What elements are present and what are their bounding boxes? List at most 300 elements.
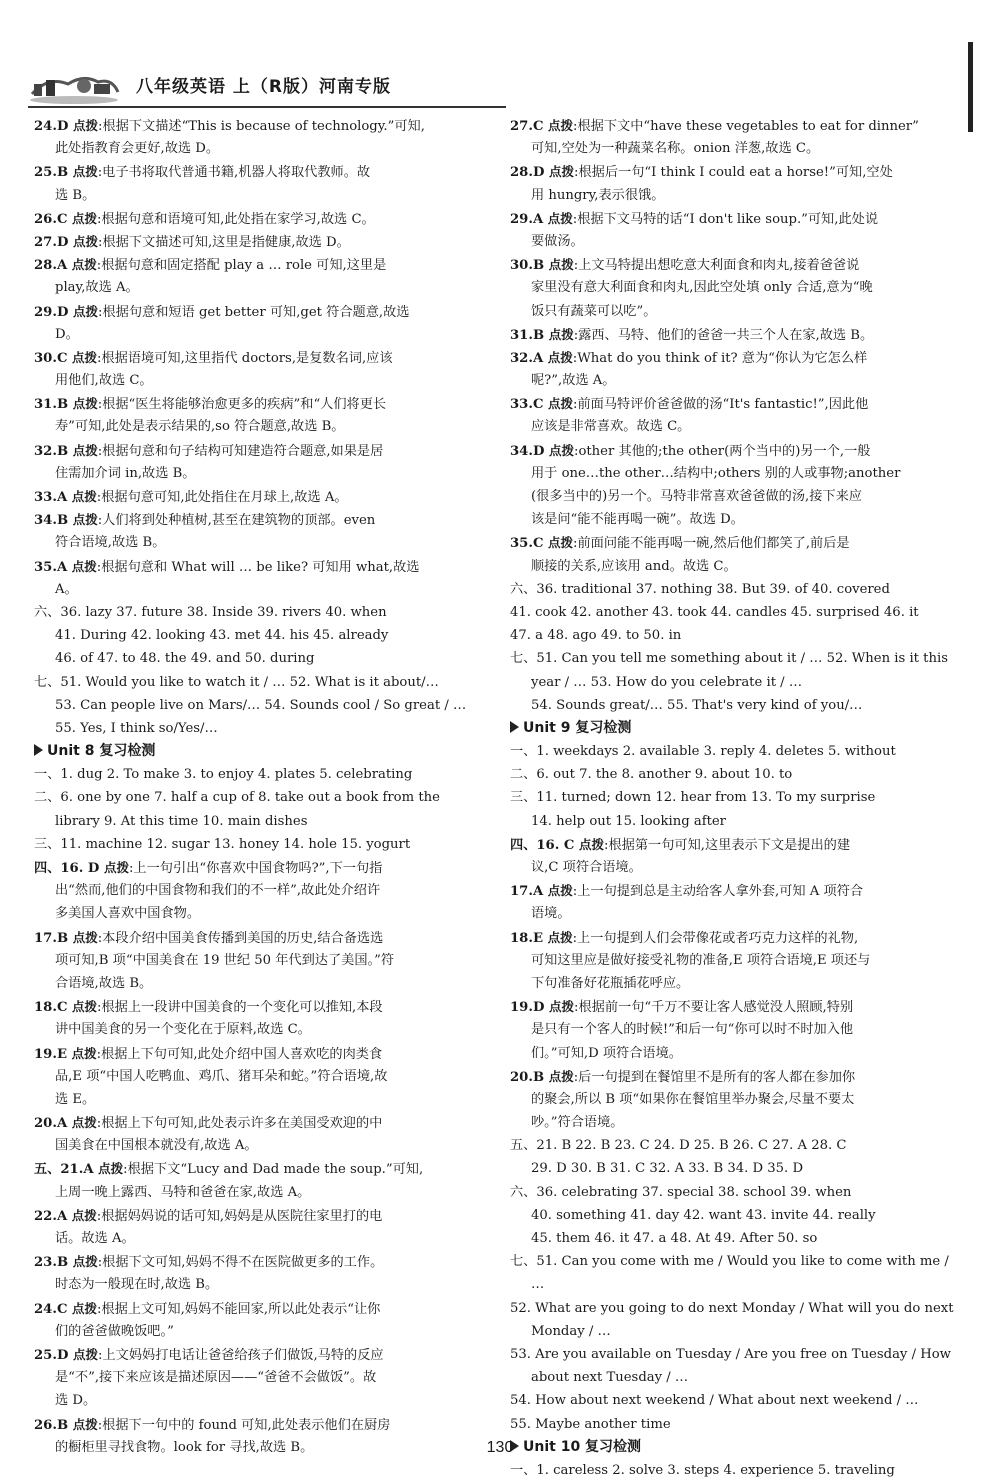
answer-line: [34, 230, 482, 253]
answer-text: 14. help out 15. looking after: [531, 813, 726, 829]
answer-text: 七、51. Can you come with me / Would you like to come with me /: [510, 1254, 949, 1270]
hint-label: 点拨: [548, 1068, 574, 1084]
answer-line: [510, 1042, 958, 1065]
right-column: [510, 114, 958, 1482]
answer-line: [34, 439, 482, 462]
answer-text: :根据下文可知,妈妈不得不在医院做更多的工作。: [97, 1255, 384, 1271]
answer-line: [510, 346, 958, 369]
answer-line: [34, 995, 482, 1018]
hint-label: 点拨: [72, 1254, 98, 1270]
header-divider: [28, 106, 506, 108]
question-number: 35.C: [510, 536, 549, 552]
answer-line: [34, 300, 482, 323]
page-edge-mark: [968, 42, 973, 132]
answer-text: 下句准备好花瓶插花呼应。: [531, 975, 690, 991]
answer-text: :根据第一句可知,这里表示下文是提出的建: [604, 837, 851, 853]
answer-line: [34, 184, 482, 207]
answer-text: :根据句意和语境可知,此处指在家学习,故选 C。: [97, 211, 375, 227]
answer-text: 是只有一个客人的时候!”和后一句“你可以时不时加入他: [531, 1022, 854, 1038]
question-number: 33.C: [510, 397, 549, 413]
answer-line: [34, 763, 482, 786]
answer-text: 52. What are you going to do next Monday / What will you do next: [510, 1300, 954, 1316]
answer-line: [34, 346, 482, 369]
answer-text: about next Tuesday / …: [531, 1370, 689, 1386]
answer-text: 55. Maybe another time: [510, 1416, 671, 1432]
answer-line: [34, 949, 482, 972]
answer-text: 三、11. machine 12. sugar 13. honey 14. hole 15. yogurt: [34, 836, 411, 852]
answer-line: [510, 1297, 958, 1320]
answer-line: [34, 810, 482, 833]
answer-line: [510, 114, 958, 137]
answer-text: :前面马特评价爸爸做的汤“It's fantastic!”,因此他: [573, 397, 869, 413]
answer-line: [34, 926, 482, 949]
answer-text: 呢?”,故选 A。: [531, 373, 616, 389]
left-column: [34, 114, 482, 1459]
answer-text: 议,C 项符合语境。: [531, 860, 642, 875]
answer-line: [34, 253, 482, 276]
answer-line: [510, 578, 958, 601]
answer-line: [34, 160, 482, 183]
section-title: Unit 8 复习检测: [47, 743, 156, 760]
question-number: 26.B: [34, 1417, 73, 1433]
answer-line: [34, 1320, 482, 1343]
answer-text: 46. of 47. to 48. the 49. and 50. during: [55, 651, 315, 667]
answer-text: 54. Sounds great/… 55. That's very kind of you/…: [531, 697, 863, 713]
question-number: 30.B: [510, 258, 549, 274]
answer-text: :根据句意和固定搭配 play a … role 可知,这里是: [96, 258, 387, 274]
answer-line: [34, 207, 482, 230]
answer-line: [34, 578, 482, 601]
answer-text: :根据妈妈说的话可知,妈妈是从医院往家里打的电: [96, 1208, 383, 1224]
answer-text: :根据下文描述“This is because of technology.”可知,: [98, 119, 425, 134]
answer-text: A。: [55, 581, 78, 597]
section-heading: [510, 717, 958, 740]
answer-line: [34, 1065, 482, 1088]
answer-line: [34, 462, 482, 485]
answer-line: [34, 1204, 482, 1227]
answer-line: [34, 1157, 482, 1180]
question-number: 34.B: [34, 513, 73, 529]
answer-line: [34, 137, 482, 160]
question-number: 23.B: [34, 1255, 73, 1271]
question-number: 34.D: [510, 443, 549, 459]
answer-line: [34, 879, 482, 902]
question-number: 32.A: [510, 350, 548, 366]
answer-text: :根据上下句可知,此处介绍中国人喜欢吃的肉类食: [96, 1046, 383, 1062]
answer-text: :根据语境可知,这里指代 doctors,是复数名词,应该: [97, 350, 393, 366]
answer-line: [510, 369, 958, 392]
answer-line: [510, 902, 958, 925]
answer-text: :根据“医生将能够治愈更多的疾病”和“人们将更长: [97, 397, 387, 413]
answer-line: [34, 1250, 482, 1273]
answer-line: [34, 1018, 482, 1041]
answer-line: [510, 1088, 958, 1111]
answer-text: :根据句意和句子结构可知建造符合题意,如果是居: [97, 443, 384, 459]
answer-text: 时态为一般现在时,故选 B。: [55, 1277, 219, 1293]
question-number: 29.D: [34, 304, 73, 320]
answer-line: [510, 415, 958, 438]
answer-line: [510, 137, 958, 160]
answer-text: :根据句意可知,此处指住在月球上,故选 A。: [96, 490, 348, 505]
answer-text: 29. D 30. B 31. C 32. A 33. B 34. D 35. D: [531, 1161, 804, 1177]
answer-text: 家里没有意大利面食和肉丸,因此空处填 only 合适,意为“晚: [531, 280, 873, 296]
answer-text: :根据上下句可知,此处表示许多在美国受欢迎的中: [96, 1116, 383, 1132]
question-number: 19.D: [510, 1000, 549, 1016]
answer-line: [34, 1134, 482, 1157]
answer-text: :本段介绍中国美食传播到美国的历史,结合备选选: [97, 930, 384, 946]
answer-text: :后一句提到在餐馆里不是所有的客人都在参加你: [573, 1069, 856, 1085]
answer-line: [34, 972, 482, 995]
answer-line: [510, 1413, 958, 1436]
answer-line: [34, 833, 482, 856]
hint-label: 点拨: [548, 326, 574, 342]
answer-line: [510, 740, 958, 763]
answer-line: [510, 1459, 958, 1482]
question-number: 24.D: [34, 119, 73, 134]
answer-line: [34, 1273, 482, 1296]
answer-text: 吵。”符合语境。: [531, 1115, 624, 1131]
question-number: 28.A: [34, 258, 72, 274]
answer-text: Monday / …: [531, 1323, 611, 1339]
hint-label: 点拨: [548, 535, 574, 551]
hint-label: 点拨: [72, 1416, 98, 1432]
answer-line: [510, 323, 958, 346]
answer-text: :other 其他的;the other(两个当中的)另一个,一般: [574, 443, 871, 459]
answer-text: :根据下文马特的话“I don't like soup.”可知,此处说: [572, 211, 879, 227]
answer-line: [510, 184, 958, 207]
hint-label: 点拨: [71, 257, 97, 273]
answer-line: [34, 1413, 482, 1436]
question-number: 27.D: [34, 234, 73, 250]
section-title: Unit 10 复习检测: [523, 1438, 642, 1455]
question-number: 35.A: [34, 559, 72, 575]
answer-line: [510, 1157, 958, 1180]
answer-text: :根据后一句“I think I could eat a horse!”可知,空处: [574, 165, 893, 181]
question-number: 20.A: [34, 1116, 72, 1132]
section-title: Unit 9 复习检测: [523, 719, 632, 736]
answer-line: [510, 207, 958, 230]
hint-label: 点拨: [547, 349, 573, 365]
answer-text: 寿”可知,此处是表示结果的,so 符合题意,故选 B。: [55, 419, 345, 435]
answer-text: 六、36. lazy 37. future 38. Inside 39. rivers 40. when: [34, 604, 387, 620]
answer-line: [34, 1343, 482, 1366]
answer-text: 多美国人喜欢中国食物。: [55, 906, 201, 922]
answer-line: [34, 323, 482, 346]
question-number: 19.E: [34, 1046, 72, 1062]
answer-line: [510, 160, 958, 183]
answer-line: [510, 972, 958, 995]
page-number: 130: [486, 1439, 514, 1456]
answer-text: 47. a 48. ago 49. to 50. in: [510, 628, 682, 644]
hint-label: 点拨: [71, 1115, 97, 1131]
hint-label: 点拨: [72, 442, 98, 458]
answer-line: [510, 1389, 958, 1412]
answer-line: [34, 1297, 482, 1320]
answer-text: :根据下一句中的 found 可知,此处表示他们在厨房: [97, 1417, 391, 1433]
answer-text: 用于 one…the other…结构中;others 别的人或事物;another: [531, 465, 901, 481]
answer-text: 应该是非常喜欢。故选 C。: [531, 419, 691, 435]
answer-text: 41. During 42. looking 43. met 44. his 45. already: [55, 628, 389, 644]
answer-text: 54. How about next weekend / What about next weekend / …: [510, 1393, 919, 1409]
question-number: 25.B: [34, 165, 73, 181]
answer-line: [34, 671, 482, 694]
answer-line: [510, 763, 958, 786]
answer-text: 符合语境,故选 B。: [55, 535, 166, 551]
answer-text: 三、11. turned; down 12. hear from 13. To my surprise: [510, 790, 876, 806]
hint-label: 点拨: [548, 257, 574, 273]
answer-text: 合语境,故选 B。: [55, 975, 153, 991]
question-number: 18.C: [34, 1000, 73, 1016]
answer-text: 七、51. Can you tell me something about it / … 52. When is it this: [510, 651, 948, 667]
answer-text: 用 hungry,表示很饿。: [531, 187, 665, 203]
answer-line: [510, 671, 958, 694]
answer-line: [510, 462, 958, 485]
hint-label: 点拨: [72, 233, 98, 249]
question-number: 29.A: [510, 211, 548, 227]
answer-line: [510, 1227, 958, 1250]
answer-text: D。: [55, 326, 79, 342]
answer-line: [510, 856, 958, 879]
answer-text: 话。故选 A。: [55, 1231, 135, 1246]
answer-text: 选 D。: [55, 1393, 97, 1409]
answer-text: :前面问能不能再喝一碗,然后他们都笑了,前后是: [573, 536, 850, 552]
answer-line: [34, 717, 482, 740]
answer-line: [510, 1273, 958, 1296]
answer-text: :根据句意和短语 get better 可知,get 符合题意,故选: [98, 304, 410, 320]
answer-text: :露西、马特、他们的爸爸一共三个人在家,故选 B。: [573, 327, 874, 343]
answer-line: [510, 555, 958, 578]
answer-text: 们的爸爸做晚饭吧。”: [55, 1323, 174, 1339]
question-number: 28.D: [510, 165, 549, 181]
question-number: 32.B: [34, 443, 73, 459]
hint-label: 点拨: [98, 1161, 124, 1177]
answer-text: 讲中国美食的另一个变化在于原料,故选 C。: [55, 1022, 311, 1038]
hint-label: 点拨: [72, 999, 98, 1015]
hint-label: 点拨: [548, 999, 574, 1015]
hint-label: 点拨: [72, 164, 98, 180]
hint-label: 点拨: [72, 118, 98, 133]
answer-text: 55. Yes, I think so/Yes/…: [55, 720, 218, 736]
question-number: 31.B: [34, 397, 73, 413]
answer-line: [510, 1204, 958, 1227]
answer-line: [510, 694, 958, 717]
question-number: 五、21.A: [34, 1162, 99, 1178]
answer-text: play,故选 A。: [55, 280, 139, 296]
answer-line: [34, 1088, 482, 1111]
answer-text: :根据上文可知,妈妈不能回家,所以此处表示“让你: [97, 1301, 381, 1317]
answer-text: 一、1. careless 2. solve 3. steps 4. experience 5. traveling: [510, 1462, 895, 1478]
question-number: 18.E: [510, 930, 548, 946]
answer-text: 上周一晚上露西、马特和爸爸在家,故选 A。: [55, 1184, 311, 1200]
answer-line: [510, 1366, 958, 1389]
answer-line: [510, 786, 958, 809]
triangle-bullet-icon: [34, 744, 43, 756]
answer-line: [34, 1042, 482, 1065]
section-heading: [34, 740, 482, 763]
answer-text: 的聚会,所以 B 项“如果你在餐馆里举办聚会,尽量不要太: [531, 1091, 855, 1107]
hint-label: 点拨: [72, 512, 98, 528]
question-number: 四、16. D: [34, 861, 104, 876]
answer-text: 41. cook 42. another 43. took 44. candles 45. surprised 46. it: [510, 604, 919, 620]
answer-line: [34, 114, 482, 137]
answer-text: 饭只有蔬菜可以吃”。: [531, 303, 657, 319]
answer-text: 六、36. traditional 37. nothing 38. But 39. of 40. covered: [510, 581, 890, 597]
hint-label: 点拨: [103, 860, 129, 875]
answer-line: [34, 647, 482, 670]
answer-text: 语境。: [531, 906, 571, 922]
hint-label: 点拨: [72, 303, 98, 319]
answer-line: [34, 902, 482, 925]
question-number: 25.D: [34, 1347, 73, 1363]
hint-label: 点拨: [548, 442, 574, 458]
question-number: 四、16. C: [510, 837, 579, 853]
answer-text: 二、6. out 7. the 8. another 9. about 10. to: [510, 767, 793, 783]
answer-line: [510, 879, 958, 902]
answer-line: [34, 1366, 482, 1389]
answer-line: [34, 1389, 482, 1412]
answer-text: :根据句意和 What will … be like? 可知用 what,故选: [96, 559, 420, 575]
question-number: 17.A: [510, 884, 548, 900]
answer-line: [34, 531, 482, 554]
answer-text: :上一句引出“你喜欢中国食物吗?”,下一句指: [128, 861, 383, 876]
answer-line: [34, 369, 482, 392]
answer-text: (很多当中的)另一个。马特非常喜欢爸爸做的汤,接下来应: [531, 489, 862, 504]
answer-text: :上一句提到总是主动给客人拿外套,可知 A 项符合: [572, 884, 864, 900]
answer-line: [510, 1181, 958, 1204]
question-number: 17.B: [34, 930, 73, 946]
question-number: 33.A: [34, 490, 72, 505]
answer-text: 住需加介词 in,故选 B。: [55, 465, 196, 481]
answer-line: [510, 508, 958, 531]
question-number: 20.B: [510, 1069, 549, 1085]
hint-label: 点拨: [547, 929, 573, 945]
answer-line: [510, 647, 958, 670]
answer-text: …: [531, 1277, 545, 1293]
answer-text: 选 E。: [55, 1091, 96, 1107]
answer-line: [34, 1227, 482, 1250]
hint-label: 点拨: [72, 1346, 98, 1362]
answer-text: 53. Are you available on Tuesday / Are you free on Tuesday / How: [510, 1346, 951, 1362]
answer-line: [510, 1343, 958, 1366]
answer-line: [510, 1065, 958, 1088]
answer-text: 二、6. one by one 7. half a cup of 8. take out a book from the: [34, 790, 440, 806]
hint-label: 点拨: [71, 1045, 97, 1061]
answer-text: :电子书将取代普通书籍,机器人将取代教师。故: [97, 165, 371, 181]
answer-text: :上一句提到人们会带像花或者巧克力这样的礼物,: [572, 930, 859, 946]
answer-line: [510, 949, 958, 972]
answer-text: 可知,空处为一种蔬菜名称。onion 洋葱,故选 C。: [531, 141, 820, 157]
answer-line: [510, 1134, 958, 1157]
answer-line: [510, 624, 958, 647]
hint-label: 点拨: [72, 210, 98, 226]
answer-line: [510, 926, 958, 949]
answer-line: [34, 485, 482, 508]
answer-line: [510, 300, 958, 323]
answer-text: 五、21. B 22. B 23. C 24. D 25. B 26. C 27. A 28. C: [510, 1138, 847, 1154]
answer-text: 选 B。: [55, 187, 96, 203]
answer-text: 要做汤。: [531, 233, 584, 249]
hint-label: 点拨: [71, 558, 97, 574]
answer-text: 该是问“能不能再喝一碗”。故选 D。: [531, 512, 744, 528]
hint-label: 点拨: [547, 883, 573, 899]
answer-line: [34, 601, 482, 624]
book-title: 八年级英语 上（R版）河南专版: [136, 77, 392, 97]
answer-text: 用他们,故选 C。: [55, 373, 153, 389]
answer-text: 出“然而,他们的中国食物和我们的不一样”,故此处介绍许: [55, 883, 381, 899]
answer-line: [510, 601, 958, 624]
answer-text: 一、1. dug 2. To make 3. to enjoy 4. plates 5. celebrating: [34, 767, 413, 783]
answer-line: [510, 276, 958, 299]
answer-line: [510, 1111, 958, 1134]
page-header: [28, 70, 968, 110]
answer-text: 国美食在中国根本就没有,故选 A。: [55, 1138, 258, 1154]
answer-line: [34, 624, 482, 647]
question-number: 27.C: [510, 119, 549, 134]
answer-line: [510, 810, 958, 833]
answer-text: 品,E 项“中国人吃鸭血、鸡爪、猪耳朵和蛇。”符合语境,故: [55, 1068, 388, 1084]
hint-label: 点拨: [71, 1207, 97, 1223]
question-number: 26.C: [34, 211, 73, 227]
answer-text: year / … 53. How do you celebrate it / …: [531, 674, 803, 690]
answer-text: 可知这里应是做好接受礼物的准备,E 项符合语境,E 项还与: [531, 952, 871, 968]
answer-line: [34, 1181, 482, 1204]
answer-text: 的橱柜里寻找食物。look for 寻找,故选 B。: [55, 1439, 314, 1455]
hint-label: 点拨: [72, 929, 98, 945]
answer-line: [34, 508, 482, 531]
hint-label: 点拨: [579, 836, 605, 852]
answer-line: [34, 786, 482, 809]
answer-text: 此处指教育会更好,故选 D。: [55, 141, 220, 157]
hint-label: 点拨: [547, 210, 573, 226]
answer-text: :根据前一句“千万不要让客人感觉没人照顾,特别: [574, 1000, 854, 1016]
answer-text: :上文妈妈打电话让爸爸给孩子们做饭,马特的反应: [98, 1347, 384, 1363]
answer-text: 40. something 41. day 42. want 43. invite 44. really: [531, 1207, 876, 1223]
hint-label: 点拨: [548, 164, 574, 180]
answer-line: [510, 531, 958, 554]
hint-label: 点拨: [548, 396, 574, 412]
answer-text: 七、51. Would you like to watch it / … 52. What is it about/…: [34, 674, 439, 690]
answer-text: :根据上一段讲中国美食的一个变化可以推知,本段: [97, 1000, 383, 1016]
answer-text: 是“不”,接下来应该是描述原因——“爸爸不会做饭”。故: [55, 1370, 377, 1386]
answer-line: [34, 555, 482, 578]
answer-text: :人们将到处种植树,甚至在建筑物的顶部。even: [97, 513, 376, 529]
question-number: 22.A: [34, 1208, 72, 1224]
answer-text: 项可知,B 项“中国美食在 19 世纪 50 年代到达了美国。”符: [55, 952, 395, 968]
triangle-bullet-icon: [510, 721, 519, 733]
answer-text: :上文马特提出想吃意大利面食和肉丸,接着爸爸说: [573, 258, 860, 274]
hint-label: 点拨: [72, 396, 98, 412]
hint-label: 点拨: [72, 1300, 98, 1316]
hint-label: 点拨: [71, 489, 97, 504]
hint-label: 点拨: [548, 118, 574, 133]
answer-line: [510, 485, 958, 508]
answer-text: :根据下文中“have these vegetables to eat for dinner”: [573, 119, 919, 134]
answer-line: [510, 392, 958, 415]
answer-text: 一、1. weekdays 2. available 3. reply 4. deletes 5. without: [510, 744, 896, 760]
answer-text: 顺接的关系,应该用 and。故选 C。: [531, 558, 737, 574]
answer-line: [34, 1111, 482, 1134]
answer-line: [34, 856, 482, 879]
answer-line: [510, 1018, 958, 1041]
question-number: 30.C: [34, 350, 73, 366]
answer-line: [510, 833, 958, 856]
answer-text: 45. them 46. it 47. a 48. At 49. After 50. so: [531, 1231, 818, 1246]
brand-logo-icon: [28, 72, 120, 106]
answer-line: [510, 995, 958, 1018]
answer-line: [510, 439, 958, 462]
answer-line: [510, 1250, 958, 1273]
answer-line: [510, 230, 958, 253]
